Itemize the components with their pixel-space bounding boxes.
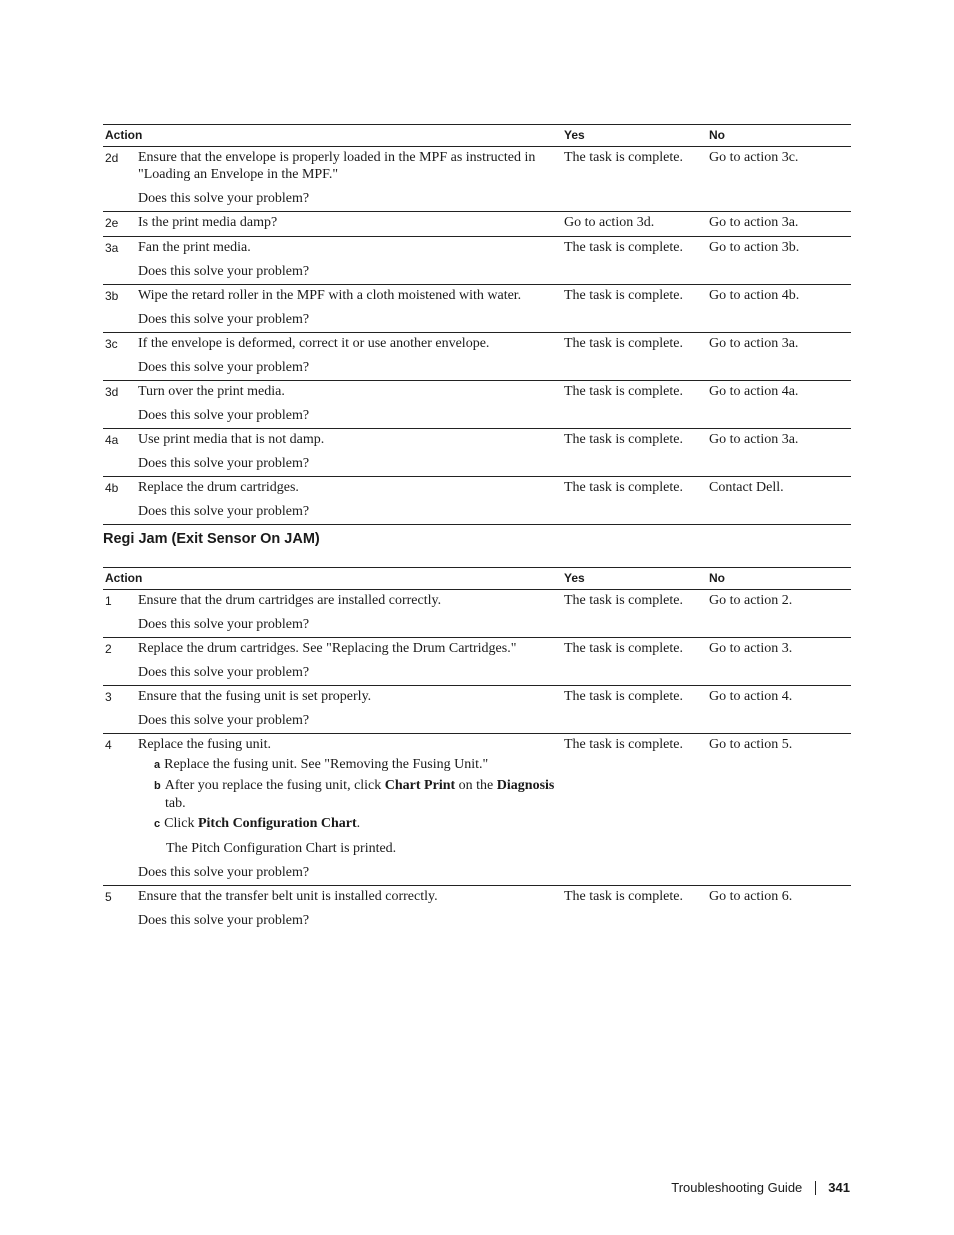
footer-label: Troubleshooting Guide — [671, 1180, 803, 1195]
no-cell: Go to action 3b. — [709, 240, 800, 255]
row-id: 1 — [105, 594, 112, 608]
action-text: If the envelope is deformed, correct it or use another envelope. — [138, 336, 490, 351]
row-id: 2 — [105, 642, 112, 656]
no-cell: Go to action 3a. — [709, 215, 799, 230]
header-no: No — [707, 125, 851, 147]
table-row — [103, 590, 851, 638]
step-b — [154, 777, 560, 812]
question-text: Does this solve your problem? — [138, 456, 310, 471]
yes-cell: The task is complete. — [564, 737, 683, 752]
step-c — [154, 815, 560, 833]
yes-cell: The task is complete. — [564, 432, 683, 447]
table-row — [103, 886, 851, 934]
step-a — [154, 756, 560, 774]
no-cell: Go to action 5. — [709, 737, 793, 752]
action-text: Ensure that the transfer belt unit is installed correctly. — [138, 889, 438, 904]
table-row — [103, 429, 851, 477]
step-letter: c — [154, 818, 161, 830]
step-note: The Pitch Configuration Chart is printed. — [166, 841, 397, 856]
step-text: Click — [164, 816, 198, 831]
step-text: on the — [455, 778, 497, 793]
pitch-config-chart-label: Pitch Configuration Chart — [197, 816, 357, 831]
table-row — [103, 333, 851, 381]
no-cell: Go to action 4. — [709, 689, 793, 704]
action-text: Use print media that is not damp. — [138, 432, 325, 447]
page-number: 341 — [828, 1180, 850, 1195]
no-cell: Go to action 6. — [709, 889, 793, 904]
step-text: . — [356, 816, 361, 831]
action-text: Replace the drum cartridges. — [138, 480, 299, 495]
yes-cell: The task is complete. — [564, 336, 683, 351]
row-id: 3c — [105, 337, 118, 351]
table-row — [103, 381, 851, 429]
row-id: 4b — [105, 481, 119, 495]
step-text: tab. — [165, 796, 186, 811]
page-footer — [671, 1180, 850, 1195]
question-text: Does this solve your problem? — [138, 264, 310, 279]
action-text: Replace the fusing unit. — [138, 737, 271, 752]
table-row — [103, 686, 851, 734]
question-text: Does this solve your problem? — [138, 913, 310, 928]
yes-cell: The task is complete. — [564, 288, 683, 303]
row-id: 3d — [105, 385, 119, 399]
header-yes: Yes — [562, 125, 707, 147]
question-text: Does this solve your problem? — [138, 865, 310, 880]
row-id: 3a — [105, 241, 119, 255]
row-id: 3b — [105, 289, 119, 303]
yes-cell: The task is complete. — [564, 240, 683, 255]
action-text: Fan the print media. — [138, 240, 251, 255]
yes-cell: The task is complete. — [564, 480, 683, 495]
yes-cell: The task is complete. — [564, 593, 683, 608]
chart-print-label: Chart Print — [384, 778, 456, 793]
action-text: Ensure that the envelope is properly loaded in the MPF as instructed in "Loading an Envelope in the MPF." — [138, 150, 536, 182]
step-letter: b — [154, 780, 161, 792]
no-cell: Go to action 3c. — [709, 150, 799, 165]
no-cell: Go to action 4b. — [709, 288, 800, 303]
section-title: Regi Jam (Exit Sensor On JAM) — [103, 531, 320, 547]
troubleshooting-table-2 — [103, 567, 851, 933]
question-text: Does this solve your problem? — [138, 713, 310, 728]
no-cell: Go to action 3a. — [709, 336, 799, 351]
no-cell: Go to action 3. — [709, 641, 793, 656]
no-cell: Go to action 4a. — [709, 384, 799, 399]
footer-divider — [815, 1181, 816, 1195]
action-text: Ensure that the drum cartridges are installed correctly. — [138, 593, 442, 608]
action-text: Ensure that the fusing unit is set properly. — [138, 689, 372, 704]
yes-cell: The task is complete. — [564, 150, 683, 165]
table-row — [103, 477, 851, 525]
diagnosis-tab-label: Diagnosis — [496, 778, 555, 793]
yes-cell: The task is complete. — [564, 889, 683, 904]
header-yes: Yes — [562, 568, 707, 590]
row-id: 5 — [105, 890, 112, 904]
header-action: Action — [103, 125, 562, 147]
table-row — [103, 237, 851, 285]
row-id: 2d — [105, 151, 119, 165]
action-text: Is the print media damp? — [138, 215, 278, 230]
no-cell: Go to action 3a. — [709, 432, 799, 447]
row-id: 3 — [105, 690, 112, 704]
action-text: Wipe the retard roller in the MPF with a cloth moistened with water. — [138, 288, 522, 303]
step-letter: a — [154, 759, 161, 771]
yes-cell: The task is complete. — [564, 384, 683, 399]
table-row — [103, 285, 851, 333]
question-text: Does this solve your problem? — [138, 617, 310, 632]
yes-cell: The task is complete. — [564, 641, 683, 656]
no-cell: Go to action 2. — [709, 593, 793, 608]
question-text: Does this solve your problem? — [138, 504, 310, 519]
question-text: Does this solve your problem? — [138, 408, 310, 423]
yes-cell: The task is complete. — [564, 689, 683, 704]
action-text: Turn over the print media. — [138, 384, 285, 399]
table-row — [103, 734, 851, 886]
troubleshooting-table-1 — [103, 124, 851, 525]
question-text: Does this solve your problem? — [138, 665, 310, 680]
header-action: Action — [103, 568, 562, 590]
no-cell: Contact Dell. — [709, 480, 784, 495]
step-text: After you replace the fusing unit, click — [164, 778, 385, 793]
table-row — [103, 638, 851, 686]
table-row — [103, 147, 851, 212]
table-row — [103, 212, 851, 237]
question-text: Does this solve your problem? — [138, 312, 310, 327]
question-text: Does this solve your problem? — [138, 360, 310, 375]
header-no: No — [707, 568, 851, 590]
question-text: Does this solve your problem? — [138, 191, 310, 206]
yes-cell: Go to action 3d. — [564, 215, 655, 230]
step-text: Replace the fusing unit. See "Removing the Fusing Unit." — [164, 757, 489, 772]
action-text: Replace the drum cartridges. See "Replacing the Drum Cartridges." — [138, 641, 517, 656]
row-id: 4 — [105, 738, 112, 752]
row-id: 4a — [105, 433, 119, 447]
row-id: 2e — [105, 216, 119, 230]
